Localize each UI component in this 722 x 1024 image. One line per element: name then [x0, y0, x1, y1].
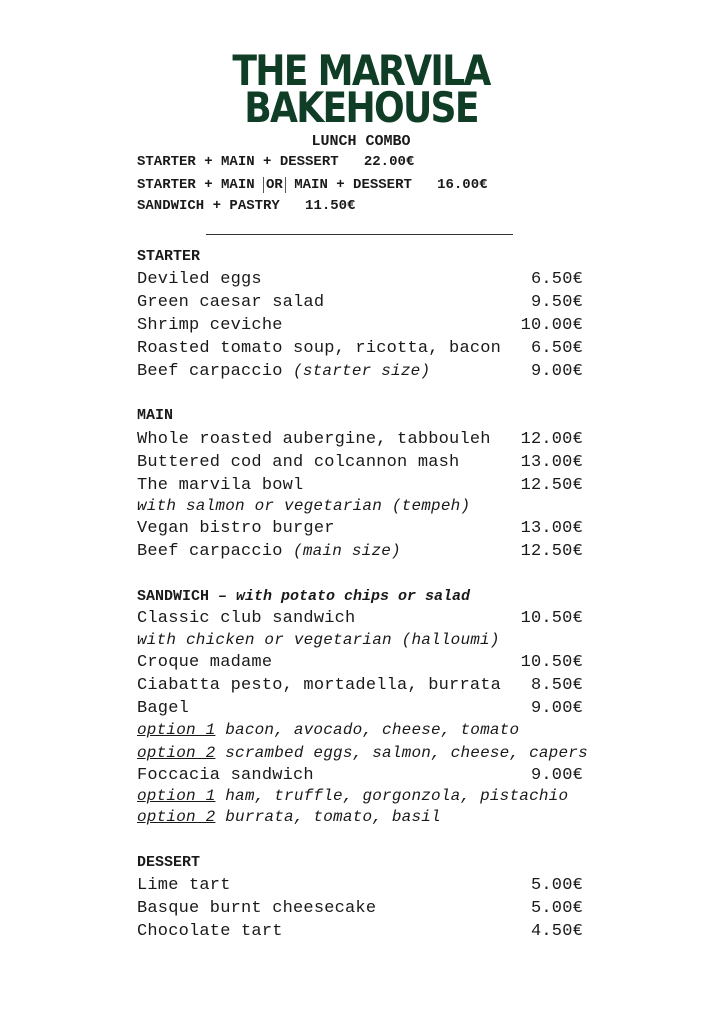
item-price: 9.50€: [530, 293, 583, 312]
menu-item: [137, 899, 583, 918]
item-name: Buttered cod and colcannon mash: [137, 453, 460, 472]
item-name: Roasted tomato soup, ricotta, bacon: [137, 339, 502, 358]
item-description: with chicken or vegetarian (halloumi): [137, 631, 500, 649]
option-text: bacon, avocado, cheese, tomato: [215, 721, 520, 739]
or-separator: OR: [263, 177, 286, 193]
menu-item: [137, 293, 583, 312]
item-price: 12.50€: [520, 542, 583, 561]
item-note: (main size): [293, 542, 401, 560]
menu-item: [137, 519, 583, 538]
item-name: Green caesar salad: [137, 293, 325, 312]
option-label: option 2: [137, 744, 216, 762]
option-label: option 1: [137, 787, 216, 805]
item-price: 13.00€: [520, 453, 583, 472]
menu-item: [137, 453, 583, 472]
menu-item: [137, 316, 583, 335]
item-price: 8.50€: [530, 676, 583, 695]
item-price: 10.00€: [520, 316, 583, 335]
combo-option: [137, 198, 355, 214]
menu-item: [137, 699, 583, 718]
option-text: ham, truffle, gorgonzola, pistachio: [215, 787, 569, 805]
option-text: burrata, tomato, basil: [215, 808, 441, 826]
option-label: option 2: [137, 808, 216, 826]
item-name: Croque madame: [137, 653, 273, 672]
item-description: with salmon or vegetarian (tempeh): [137, 497, 471, 515]
item-option: [137, 808, 441, 826]
item-option: [137, 744, 588, 762]
item-price: 6.50€: [530, 339, 583, 358]
combo-label: STARTER + MAIN: [137, 177, 255, 193]
item-name: Whole roasted aubergine, tabbouleh: [137, 430, 491, 449]
item-price: 12.00€: [520, 430, 583, 449]
item-note: (starter size): [293, 362, 431, 380]
menu-item: [137, 922, 583, 941]
item-name: Ciabatta pesto, mortadella, burrata: [137, 676, 502, 695]
item-option: [137, 721, 519, 739]
item-name: The marvila bowl: [137, 476, 304, 495]
combo-price: 11.50€: [305, 198, 356, 214]
menu-item: [137, 362, 583, 381]
lunch-combo-title: LUNCH COMBO: [311, 133, 411, 150]
section-subtitle: – with potato chips or salad: [209, 588, 471, 605]
menu-item: [137, 542, 583, 561]
menu-item: [137, 339, 583, 358]
section-title-sandwich: [137, 588, 470, 605]
item-name: Basque burnt cheesecake: [137, 899, 377, 918]
section-title-text: SANDWICH: [137, 588, 210, 605]
menu-item: [137, 430, 583, 449]
item-option: [137, 787, 568, 805]
combo-option: [137, 154, 414, 170]
menu-item: [137, 876, 583, 895]
item-price: 13.00€: [520, 519, 583, 538]
combo-label: STARTER + MAIN + DESSERT: [137, 154, 339, 170]
item-name: Classic club sandwich: [137, 609, 356, 628]
item-name: Foccacia sandwich: [137, 766, 314, 785]
item-name: Lime tart: [137, 876, 231, 895]
item-price: 9.00€: [530, 362, 583, 381]
option-label: option 1: [137, 721, 216, 739]
combo-label: SANDWICH + PASTRY: [137, 198, 280, 214]
menu-item: [137, 609, 583, 628]
brand-logo-line2: BAKEHOUSE: [244, 83, 478, 132]
item-name: Deviled eggs: [137, 270, 262, 289]
item-price: 9.00€: [530, 766, 583, 785]
item-name: Bagel: [137, 699, 190, 718]
item-price: 10.50€: [520, 653, 583, 672]
item-price: 12.50€: [520, 476, 583, 495]
combo-price: 22.00€: [363, 154, 415, 170]
option-text: scrambed eggs, salmon, cheese, capers: [215, 744, 588, 762]
menu-item: [137, 676, 583, 695]
menu-item: [137, 476, 583, 495]
item-name: Chocolate tart: [137, 922, 283, 941]
section-title-dessert: DESSERT: [137, 854, 201, 871]
menu-item: [137, 270, 583, 289]
section-title-main: MAIN: [137, 407, 174, 424]
item-name: Vegan bistro burger: [137, 519, 335, 538]
item-price: 10.50€: [520, 609, 583, 628]
combo-option: [137, 177, 488, 193]
item-price: 5.00€: [530, 899, 583, 918]
combo-price: 16.00€: [437, 177, 488, 193]
menu-item: [137, 766, 583, 785]
section-title-starter: STARTER: [137, 248, 201, 265]
menu-item: [137, 653, 583, 672]
item-price: 9.00€: [530, 699, 583, 718]
item-name: Beef carpaccio: [137, 362, 283, 381]
item-price: 6.50€: [530, 270, 583, 289]
item-name: Shrimp ceviche: [137, 316, 283, 335]
item-price: 5.00€: [530, 876, 583, 895]
combo-label: MAIN + DESSERT: [294, 177, 412, 193]
item-name: Beef carpaccio: [137, 542, 283, 561]
item-price: 4.50€: [530, 922, 583, 941]
brand-logo-line1: THE MARVILA: [232, 46, 490, 95]
section-divider: [206, 234, 513, 235]
